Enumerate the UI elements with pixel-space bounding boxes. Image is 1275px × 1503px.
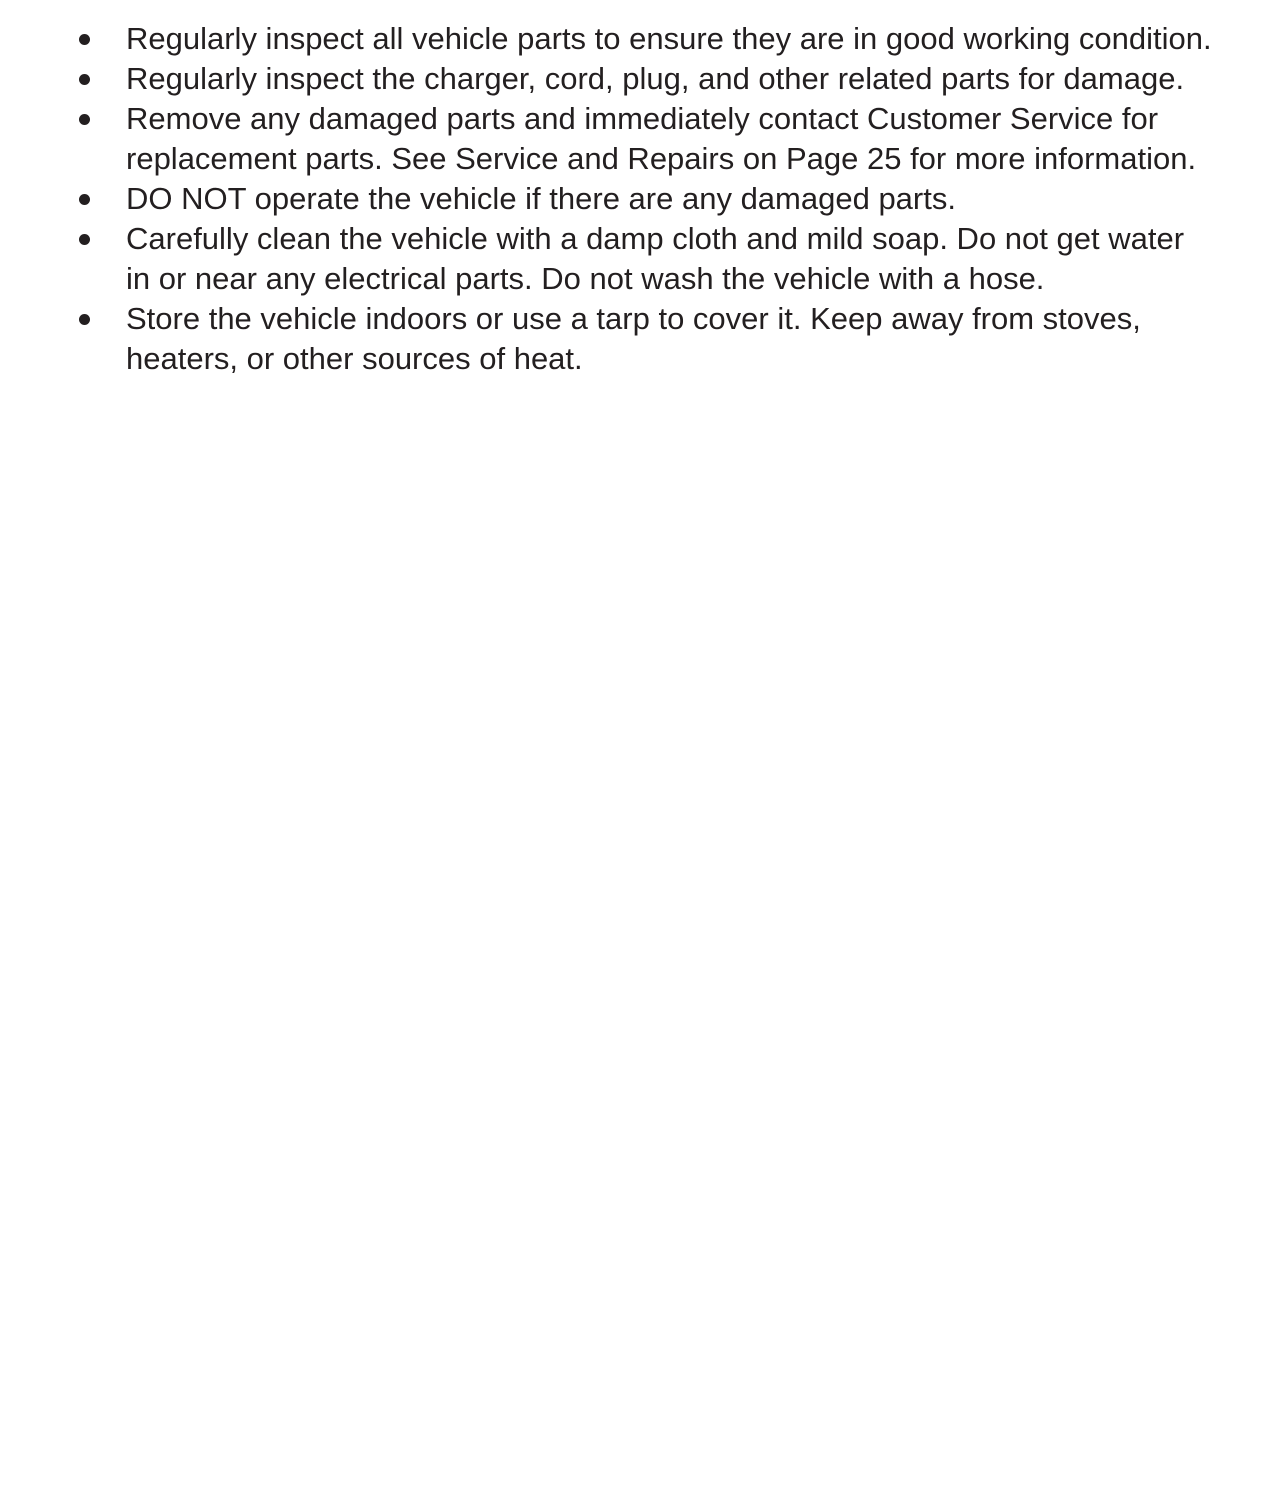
bullet-icon: [79, 114, 90, 125]
list-item: [75, 99, 1215, 179]
list-item: [75, 19, 1215, 59]
bullet-icon: [79, 194, 90, 205]
list-item-text: Regularly inspect the charger, cord, plug, and other related parts for damage.: [126, 61, 1185, 96]
list-item: [75, 299, 1215, 379]
bullet-icon: [79, 234, 90, 245]
bullet-icon: [79, 314, 90, 325]
list-item-text: Regularly inspect all vehicle parts to ensure they are in good working condition.: [126, 21, 1212, 56]
list-item: [75, 59, 1215, 99]
bullet-icon: [79, 34, 90, 45]
maintenance-bullet-list: [75, 19, 1215, 379]
list-item: [75, 219, 1215, 299]
list-item-text: Carefully clean the vehicle with a damp cloth and mild soap. Do not get water in or near any electrical parts. Do not wash the vehicle with a hose.: [126, 221, 1185, 296]
list-item-text: Remove any damaged parts and immediately contact Customer Service for replacement parts. See Service and Repairs on Page 25 for more information.: [126, 101, 1197, 176]
bullet-icon: [79, 74, 90, 85]
list-item: [75, 179, 1215, 219]
list-item-text: DO NOT operate the vehicle if there are any damaged parts.: [126, 181, 956, 216]
list-item-text: Store the vehicle indoors or use a tarp to cover it. Keep away from stoves, heaters, or other sources of heat.: [126, 301, 1141, 376]
